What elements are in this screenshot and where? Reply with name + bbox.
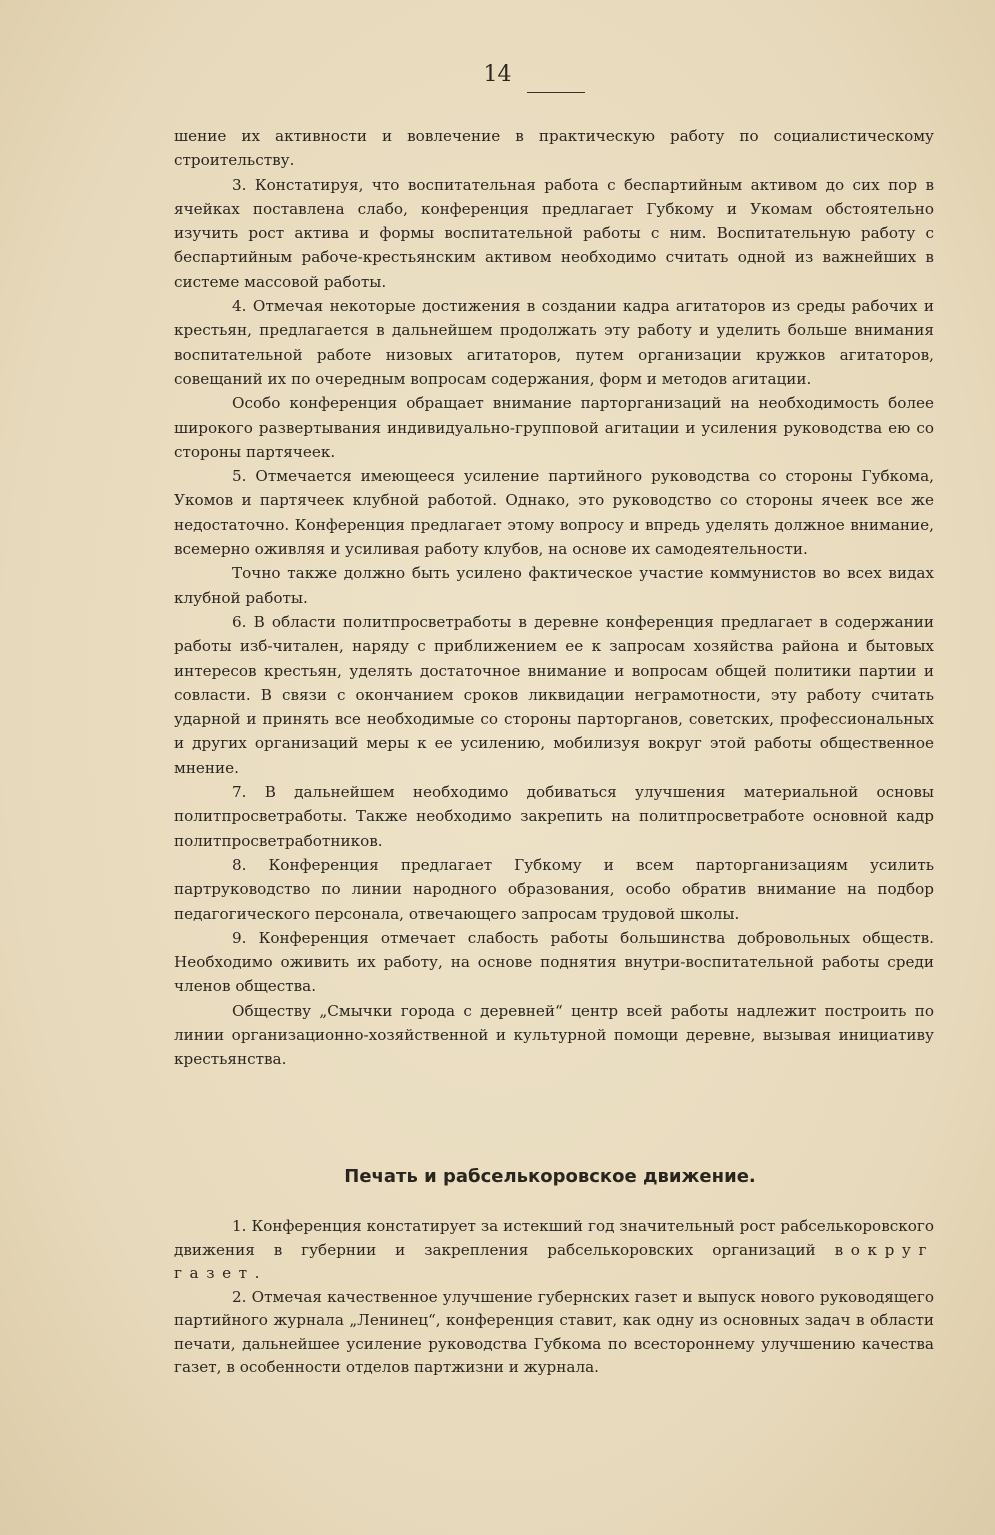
paragraph-continuation: шение их активности и вовлечение в практическую работу по социалистическому строительству. (174, 127, 934, 170)
paragraph-4-agitation: Особо конференция обращает внимание парторганизаций на необходимость более широкого развертывания индивидуально-групповой агитации и усиления руководства ею со стороны партячеек. (174, 394, 934, 461)
paragraph-8: 8. Конференция предлагает Губкому и всем парторганизациям усилить партруководство по линии народного образования, особо обратив внимание на подбор педагогического персонала, отвечающего запросам трудовой школы. (174, 855, 934, 923)
section-paragraph-1-main: 1. Конференция констатирует за истекший год значительный рост рабселькоровского движения в губернии и закрепления рабселькоровских организаций (174, 1217, 934, 1259)
page-number-rule (527, 92, 585, 93)
paragraph-9-smychka: Обществу „Смычки города с деревней“ центр всей работы надлежит построить по линии организационно-хозяйственной и культурной помощи деревне, вызывая инициативу крестьянства. (174, 1001, 934, 1069)
section-title: Печать и рабселькоровское движение. (344, 1166, 756, 1187)
paragraph-7: 7. В дальнейшем необходимо добиваться улучшения материальной основы политпросветработы. Также необходимо закрепить на политпросветработе основной кадр политпросветработников. (174, 783, 934, 850)
page-number: 14 (483, 62, 512, 87)
section-paragraph-2: 2. Отмечая качественное улучшение губернских газет и выпуск нового руководящего партийного журнала „Ленинец“, конференция ставит, как одну из основных задач в области печати, дальнейшее усиление руководства Губкома по всестороннему улучшению качества газет, в особенности отделов партжизни и журнала. (174, 1287, 934, 1376)
section-paragraph-1 (174, 1215, 934, 1286)
paragraph-5: 5. Отмечается имеющееся усиление партийного руководства со стороны Губкома, Укомов и партячеек клубной работой. Однако, это руководство со стороны ячеек все же недостаточно. Конференция предлагает этому вопросу и впредь уделять должное внимание, всемерно оживляя и усиливая работу клубов, на основе их самодеятельности. (174, 467, 934, 559)
paragraph-9: 9. Конференция отмечает слабость работы большинства добровольных обществ. Необходимо оживить их работу, на основе поднятия внутри-воспитательной работы среди членов общества. (174, 928, 934, 996)
section-paragraph-1-spaced: вокруг газет. (174, 1240, 934, 1282)
section-text (174, 1215, 934, 1380)
paragraph-4: 4. Отмечая некоторые достижения в создании кадра агитаторов из среды рабочих и крестьян, предлагается в дальнейшем продолжать эту работу и уделить больше внимания воспитательной работе низовых агитаторов, путем организации кружков агитаторов, совещаний их по очередным вопросам содержания, форм и методов агитации. (174, 297, 934, 388)
paragraph-5-clubs: Точно также должно быть усилено фактическое участие коммунистов во всех видах клубной работы. (174, 564, 934, 607)
body-text (174, 124, 934, 1072)
paragraph-3: 3. Констатируя, что воспитательная работа с беспартийным активом до сих пор в ячейках поставлена слабо, конференция предлагает Губкому и Укомам обстоятельно изучить рост актива и формы воспитательной работы с ним. Воспитательную работу с беспартийным рабоче-крестьянским активом необходимо считать одной из важнейших в системе массовой работы. (174, 175, 934, 291)
paragraph-6: 6. В области политпросветработы в деревне конференция предлагает в содержании работы изб-читален, наряду с приближением ее к запросам хозяйства района и бытовых интересов крестьян, уделять достаточное внимание и вопросам общей политики партии и совласти. В связи с окончанием сроков ликвидации неграмотности, эту работу считать ударной и принять все необходимые со стороны парторганов, советских, профессиональных и других организаций меры к ее усилению, мобилизуя вокруг этой работы общественное мнение. (174, 612, 934, 777)
